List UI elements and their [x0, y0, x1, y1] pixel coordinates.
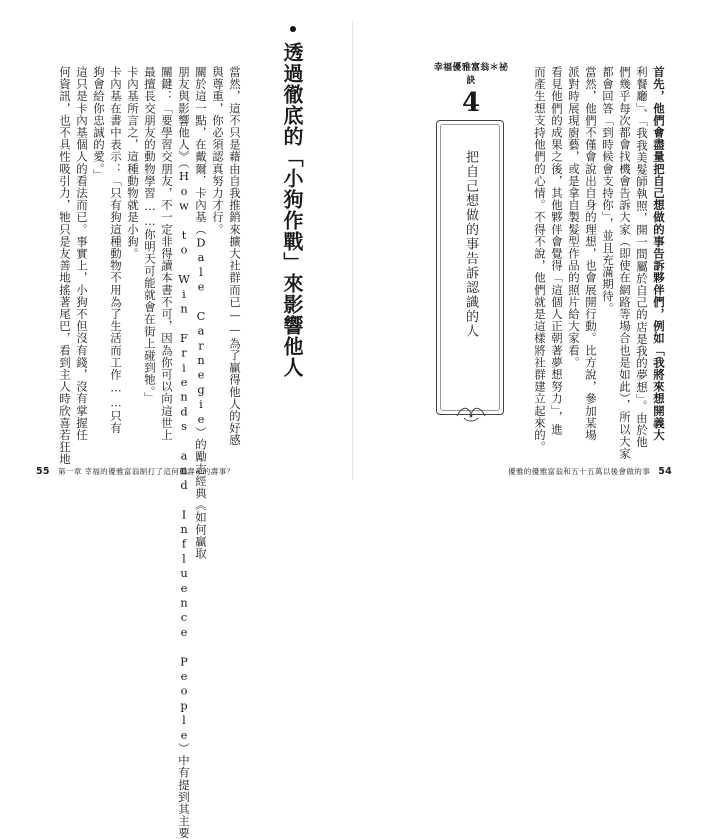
left-text-column-5: 關鍵：「要學習交朋友，不一定非得讀本書不可，因為你可以向這世上: [160, 66, 174, 442]
left-text-column-4: 朋友與影響他人》（How to Win Friends and Influence People）中有提到其主要: [177, 66, 191, 839]
left-text-column-6: 最擅長交朋友的動物學習……你明天可能就會在街上碰到牠。」: [143, 66, 157, 405]
left-text-column-11: 何資訊，也不具性吸引力，牠只是友善地搖著尾巴，看到主人時欣喜若狂地: [58, 66, 72, 466]
right-text-column-4: 都會回答「到時候會支持你」，並且充滿期待。: [601, 66, 615, 315]
chapter-label: 幸福優雅富翁＊祕訣: [433, 63, 509, 86]
left-running-head: 第一章 幸福的優雅富翁制打了這何種壽命的壽事？: [57, 467, 235, 476]
chapter-number: 4: [461, 88, 481, 118]
section-title: 透過徹底的「小狗作戰」來影響他人: [280, 42, 304, 378]
right-text-column-8: 而產生想支持他們的心情。不得不說，他們就是這樣將社群建立起來的。: [533, 66, 547, 454]
left-text-column-3: 關於這一點，在戴爾．卡內基（Dale Carnegie）的勵志經典《如何贏取: [194, 66, 208, 560]
page-gutter: [352, 20, 353, 480]
right-text-column-6: 派對時展現廚藝，或是拿自製髮型作品的照片給大家看。: [567, 66, 581, 369]
left-text-column-8: 卡內基在書中表示：「只有狗這種動物不用為了生活而工作……只有: [109, 66, 123, 435]
right-text-column-3: 們幾乎每次都會找機會告訴大家（即使在網路等場合也是如此），所以大家: [618, 66, 632, 460]
left-text-column-10: 這只是卡內基個人的看法而已。事實上，小狗不但沒有錢，沒有掌握任: [75, 66, 89, 442]
left-text-column-9: 狗會給你忠誠的愛。」: [92, 66, 106, 182]
title-bullet: [290, 26, 296, 32]
left-footer: [36, 466, 234, 477]
right-page-number: 54: [658, 466, 673, 477]
left-text-column-2: 與尊重，你必須認真努力才行。: [211, 66, 225, 236]
right-footer: [508, 466, 672, 477]
right-text-column-2: 利餐廳」、「我我美髮師執照，開一間屬於自己的店是我的夢想」。由於他: [635, 66, 649, 449]
chapter-caption: 把自己想做的事告訴認識的人: [463, 150, 478, 339]
right-text-column-5: 當然，他們不僅會說出自身的理想，也會展開行動。比方說，參加某場: [584, 66, 598, 442]
left-page-number: 55: [36, 466, 50, 477]
right-text-column-7: 看見他們的成果之後，其他夥伴會覺得「這個人正朝著夢想努力」，進: [550, 66, 564, 436]
left-text-column-7: 卡內基所言之，這種動物就是小狗。: [126, 66, 140, 260]
right-text-column-1: 首先，他們會盡量把自己想做的事告訴夥伴們，例如「我將來想開義大: [652, 66, 666, 442]
ornament-icon: [454, 404, 488, 424]
left-text-column-1: 當然，這不只是藉由自我推銷來擴大社群而已——為了贏得他人的好感: [228, 66, 242, 447]
right-running-head: 優雅的優雅富翁和五十五萬以後會做的事: [508, 467, 651, 476]
